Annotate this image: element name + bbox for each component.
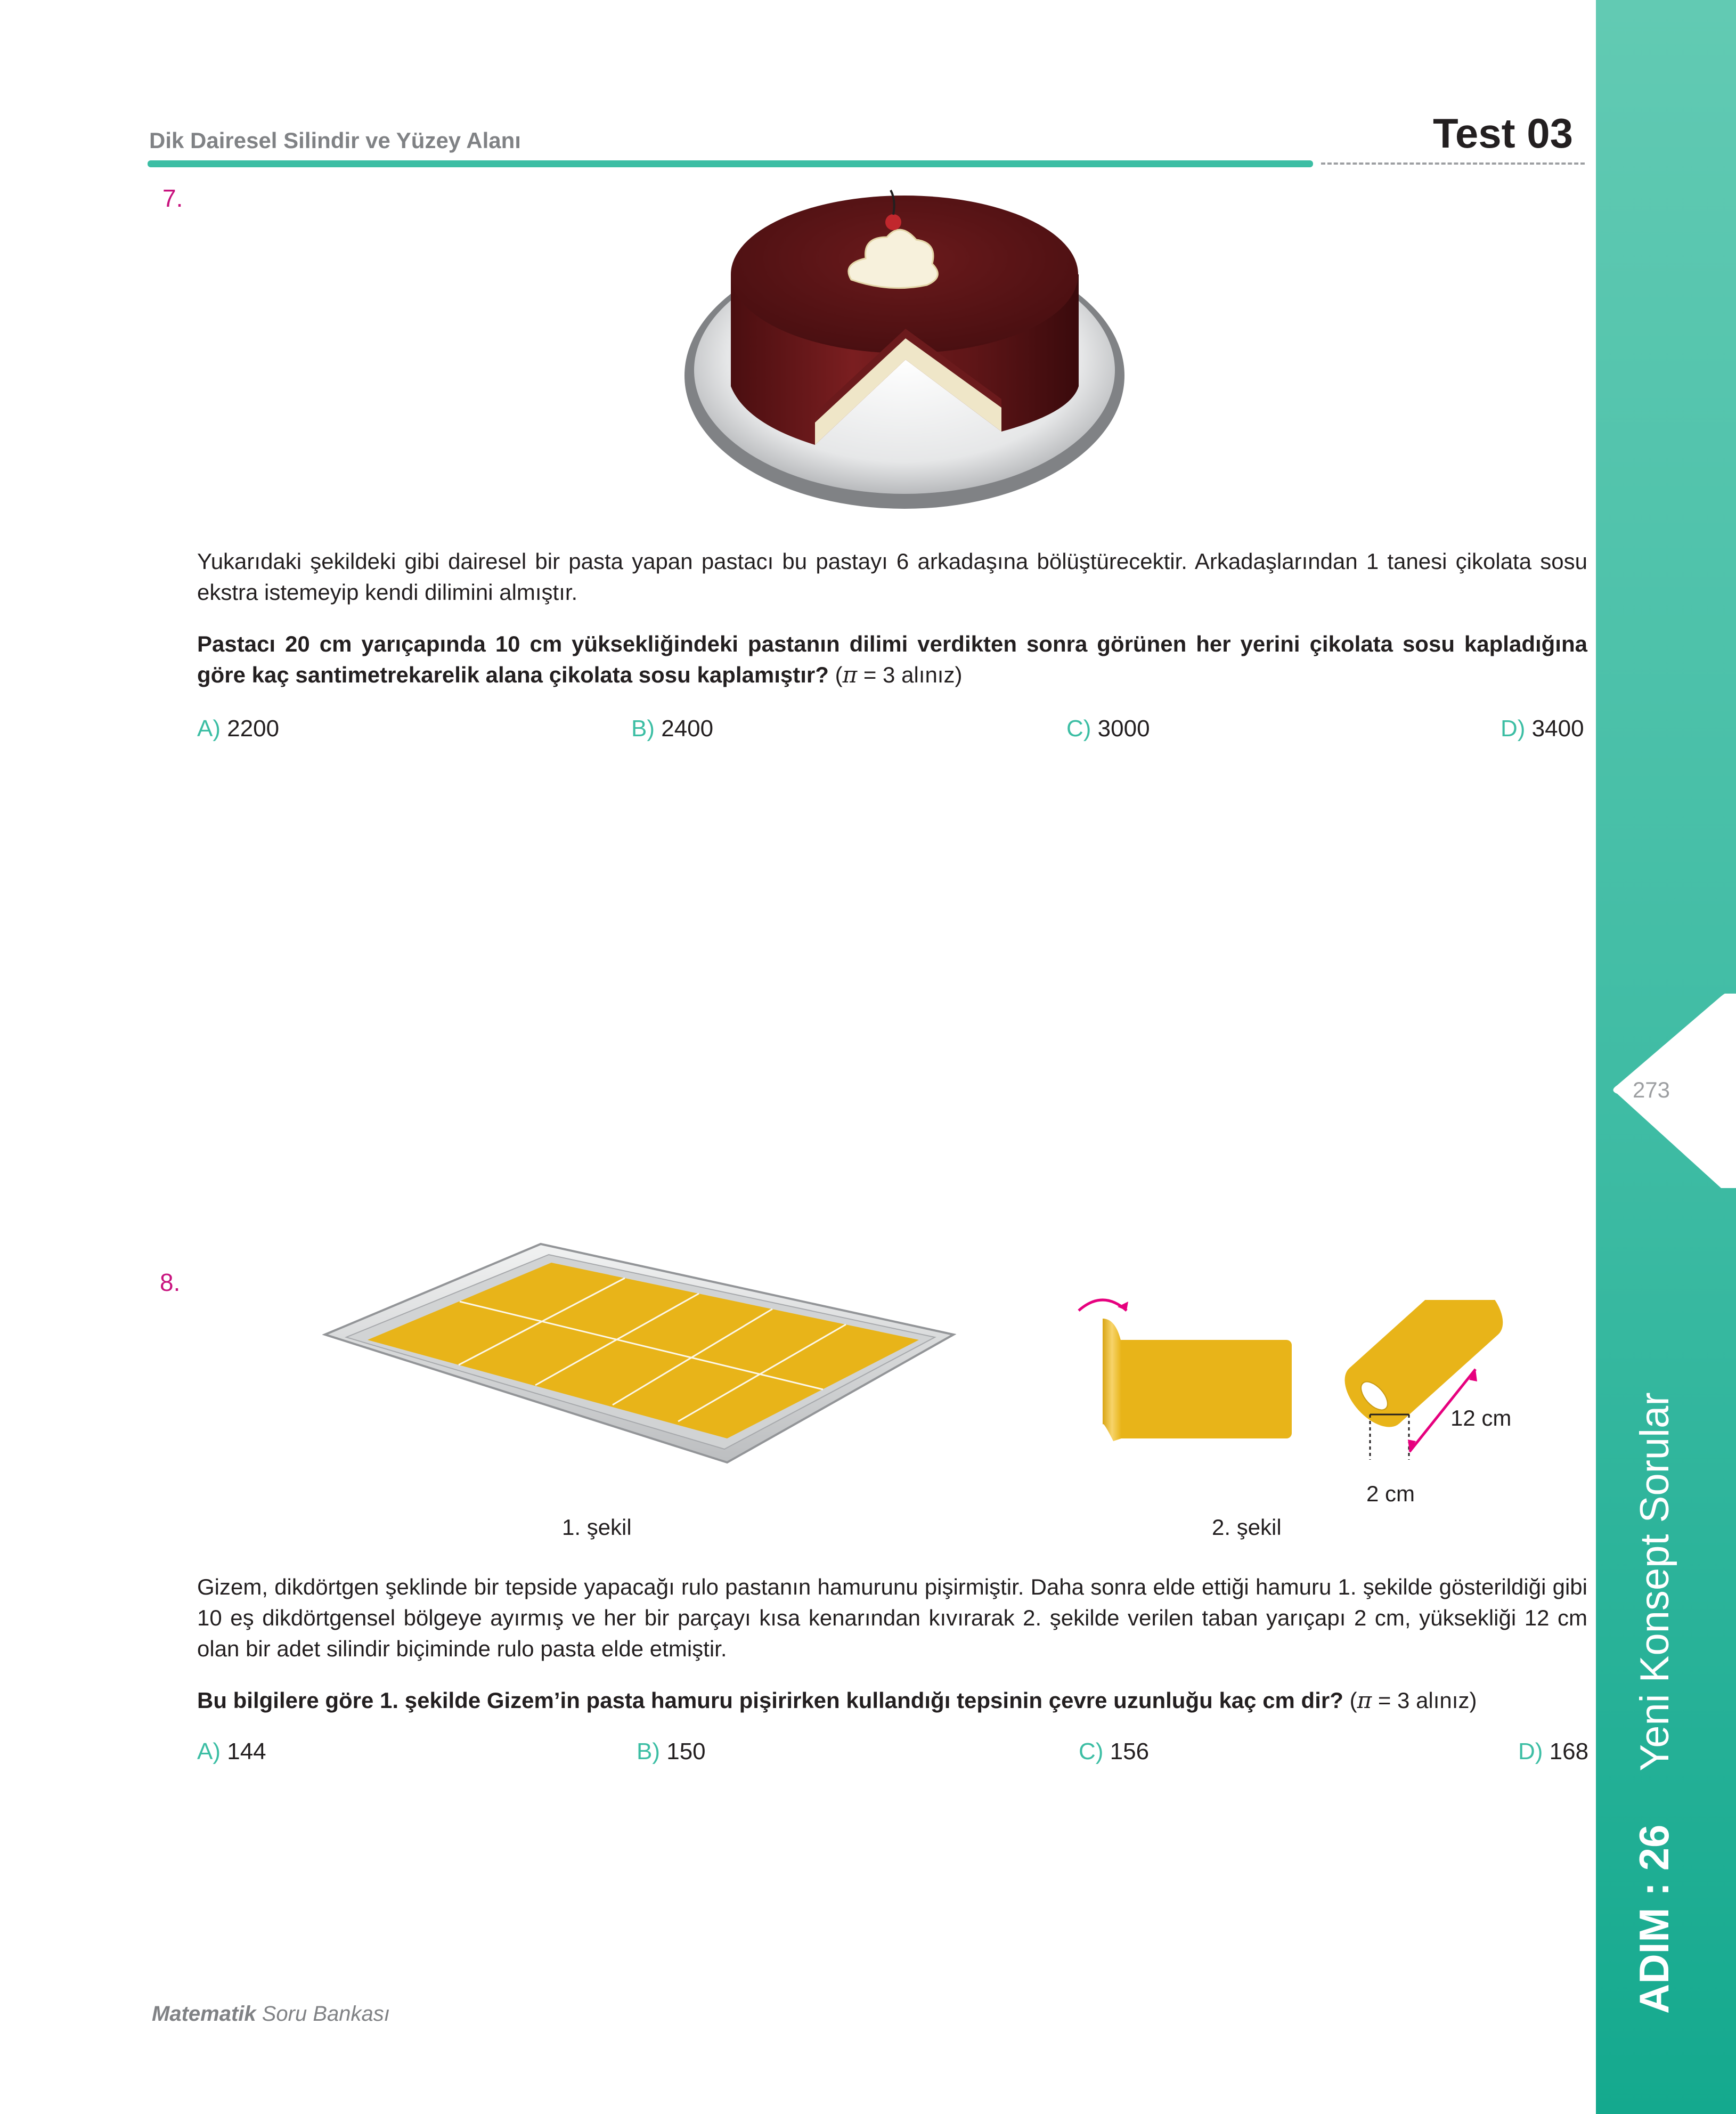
header-rule — [148, 160, 1313, 167]
q7-option-b[interactable] — [631, 715, 713, 742]
q8-option-b[interactable] — [637, 1738, 706, 1765]
option-letter: B) — [637, 1738, 660, 1765]
q7-question-text: Pastacı 20 cm yarıçapında 10 cm yüksekliğindeki pastanın dilimi verdikten sonra görünen her yerini çikolata sosu kapladığına göre kaç santimetrekarelik alana çikolata sosu kaplamıştır? — [197, 631, 1587, 687]
dough-piece — [1116, 1340, 1292, 1438]
option-letter: C) — [1066, 715, 1091, 742]
cherry — [885, 214, 901, 230]
option-letter: D) — [1518, 1738, 1543, 1765]
q8-option-d[interactable] — [1518, 1738, 1588, 1765]
q8-question — [197, 1685, 1587, 1716]
q8-pi-note — [1350, 1688, 1477, 1713]
q7-option-d[interactable] — [1501, 715, 1584, 742]
q8-question-text: Bu bilgilere göre 1. şekilde Gizem’in pasta hamuru pişirirken kullandığı tepsinin çevre uzunluğu kaç cm dir? — [197, 1688, 1343, 1713]
option-value: 144 — [227, 1738, 266, 1765]
q8-pi-open: ( — [1349, 1688, 1357, 1713]
option-letter: D) — [1501, 715, 1526, 742]
side-band-title: Yeni Konsept Sorular — [1632, 1392, 1677, 1771]
cylinder-roll-figure — [1326, 1300, 1529, 1470]
radius-label: 2 cm — [1366, 1481, 1415, 1506]
option-letter: A) — [197, 715, 221, 742]
q8-text: Gizem, dikdörtgen şeklinde bir tepside yapacağı rulo pastanın hamurunu pişirmiştir. Daha sonra elde ettiği hamuru 1. şekilde gösterildiği gibi 10 eş dikdörtgensel bölgeye ayırmış ve her bir parçayı kısa kenarından kıvırarak 2. şekilde verilen taban yarıçapı 2 cm, yüksekliği 12 cm olan bir adet silindir biçiminde rulo pasta elde etmiştir. — [197, 1574, 1587, 1661]
side-band-text — [1630, 1172, 1694, 2014]
q7-pi-note — [835, 662, 963, 687]
footer-brand: Matematik — [152, 2002, 256, 2026]
test-number: 03 — [1527, 110, 1574, 157]
option-value: 156 — [1110, 1738, 1150, 1765]
pi-symbol: π — [842, 662, 858, 688]
section-title: Dik Dairesel Silindir ve Yüzey Alanı — [149, 128, 521, 153]
q7-option-c[interactable] — [1066, 715, 1150, 742]
q7-option-a[interactable] — [197, 715, 279, 742]
option-value: 3400 — [1531, 715, 1584, 742]
header-dashed-rule — [1321, 162, 1585, 165]
figure-2-caption: 2. şekil — [1212, 1515, 1282, 1540]
figure-1-caption: 1. şekil — [562, 1515, 632, 1540]
option-value: 150 — [666, 1738, 706, 1765]
footer-subtitle: Soru Bankası — [256, 2002, 390, 2026]
pi-symbol: π — [1357, 1687, 1372, 1713]
baking-tray-figure — [322, 1239, 956, 1465]
q8-option-c[interactable] — [1079, 1738, 1149, 1765]
height-label: 12 cm — [1450, 1405, 1512, 1430]
q7-question — [197, 629, 1587, 690]
cake-illustration — [682, 184, 1129, 517]
question-number-8: 8. — [160, 1269, 181, 1296]
option-value: 2400 — [661, 715, 714, 742]
curl-arrow — [1079, 1300, 1127, 1311]
q7-pi-open: ( — [835, 662, 843, 687]
test-word: Test — [1433, 110, 1515, 157]
q7-text: Yukarıdaki şekildeki gibi dairesel bir pasta yapan pastacı bu pastayı 6 arkadaşına bölüştürecektir. Arkadaşlarından 1 tanesi çikolata sosu ekstra istemeyip kendi dilimini almıştır. — [197, 549, 1587, 605]
option-value: 3000 — [1097, 715, 1150, 742]
dough-rolling-figure — [1076, 1292, 1300, 1462]
option-letter: C) — [1079, 1738, 1104, 1765]
test-label — [1433, 109, 1573, 158]
q8-pi-rest: = 3 alınız) — [1372, 1688, 1477, 1713]
question-number-7: 7. — [162, 184, 183, 212]
option-letter: A) — [197, 1738, 221, 1765]
option-letter: B) — [631, 715, 655, 742]
option-value: 2200 — [227, 715, 280, 742]
page-number: 273 — [1632, 1077, 1670, 1102]
q8-option-a[interactable] — [197, 1738, 266, 1765]
footer — [152, 2002, 390, 2026]
q7-pi-rest: = 3 alınız) — [857, 662, 963, 687]
step-label: ADIM : 26 — [1631, 1824, 1677, 2014]
option-value: 168 — [1549, 1738, 1589, 1765]
